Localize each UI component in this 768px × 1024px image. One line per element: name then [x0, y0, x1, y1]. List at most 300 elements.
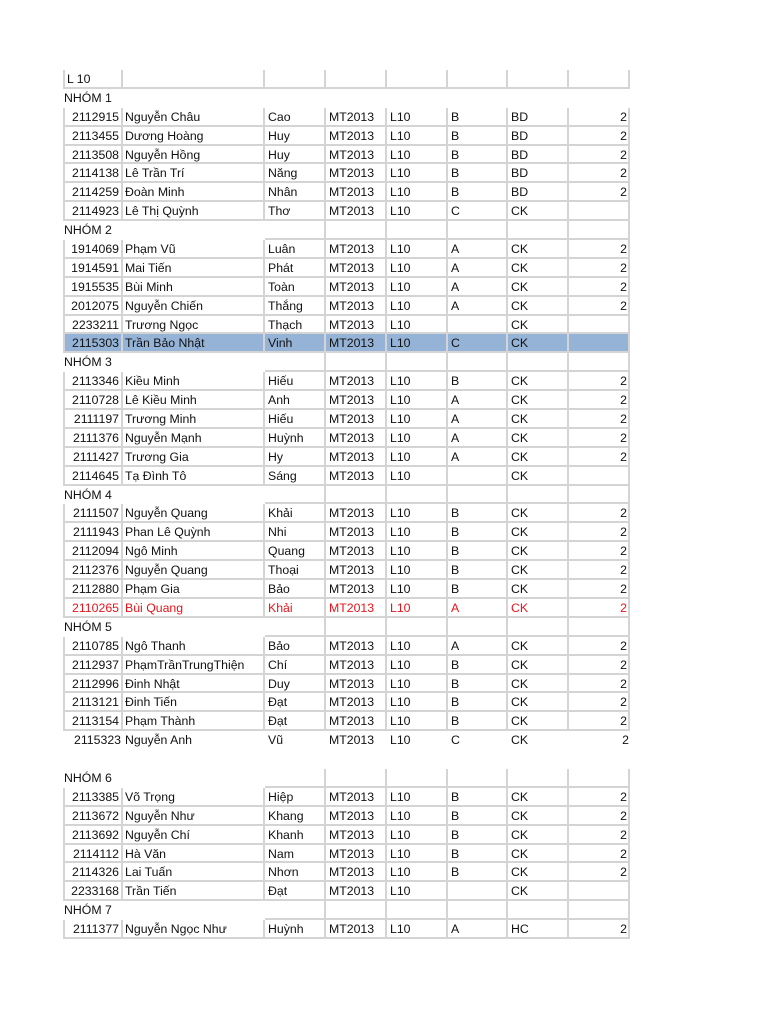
group-label[interactable]: NHÓM 7 [64, 903, 112, 918]
last-middle-name-cell[interactable]: PhạmTrầnTrungThiện [123, 656, 265, 675]
course-code-cell[interactable]: MT2013 [326, 504, 387, 523]
credits-cell[interactable]: 2 [569, 561, 630, 580]
table-row[interactable] [63, 202, 630, 221]
course-code-cell[interactable]: MT2013 [326, 807, 387, 826]
course-code-cell[interactable]: MT2013 [326, 278, 387, 297]
last-middle-name-cell[interactable]: Hà Văn [123, 845, 265, 864]
cell-empty[interactable] [265, 353, 326, 372]
student-id-cell[interactable]: 2111507 [63, 504, 123, 523]
cell-empty[interactable] [508, 221, 569, 240]
student-id-cell[interactable]: 2111943 [63, 523, 123, 542]
grade-level-cell[interactable]: A [448, 391, 508, 410]
table-row[interactable] [63, 429, 630, 448]
table-row[interactable] [63, 146, 630, 165]
grade-level-cell[interactable]: B [448, 561, 508, 580]
course-code-cell[interactable]: MT2013 [326, 240, 387, 259]
grade-level-cell[interactable]: A [448, 429, 508, 448]
class-code-cell[interactable]: L10 [387, 807, 448, 826]
class-code-cell[interactable]: L10 [387, 297, 448, 316]
table-row[interactable] [63, 164, 630, 183]
class-code-cell[interactable]: L10 [387, 580, 448, 599]
grade-level-cell[interactable]: C [448, 334, 508, 353]
exam-type-cell[interactable]: CK [508, 523, 569, 542]
course-code-cell[interactable]: MT2013 [326, 391, 387, 410]
course-code-cell[interactable]: MT2013 [326, 316, 387, 335]
table-row[interactable] [63, 391, 630, 410]
student-id-cell[interactable]: 2112376 [63, 561, 123, 580]
grade-level-cell[interactable]: A [448, 920, 508, 939]
student-id-cell[interactable]: 2111377 [63, 920, 123, 939]
table-row[interactable] [63, 561, 630, 580]
last-middle-name-cell[interactable]: Nguyễn Quang [123, 504, 265, 523]
grade-level-cell[interactable] [448, 467, 508, 486]
grade-level-cell[interactable]: A [448, 599, 508, 618]
first-name-cell[interactable]: Sáng [265, 467, 326, 486]
last-middle-name-cell[interactable]: Nguyễn Như [123, 807, 265, 826]
cell-empty[interactable] [326, 486, 387, 505]
student-id-cell[interactable]: 2113692 [63, 826, 123, 845]
exam-type-cell[interactable]: CK [508, 297, 569, 316]
student-id-cell[interactable]: 2115303 [63, 334, 123, 353]
student-id-cell[interactable]: 1915535 [63, 278, 123, 297]
header-label[interactable]: L 10 [63, 70, 123, 89]
first-name-cell[interactable]: Khanh [265, 826, 326, 845]
first-name-cell[interactable]: Vũ [268, 733, 284, 748]
student-id-cell[interactable]: 2114326 [63, 863, 123, 882]
credits-cell[interactable]: 2 [569, 580, 630, 599]
student-id-cell[interactable]: 2112094 [63, 542, 123, 561]
last-middle-name-cell[interactable]: Đinh Nhật [123, 675, 265, 694]
first-name-cell[interactable]: Bảo [265, 637, 326, 656]
table-row[interactable] [63, 467, 630, 486]
student-id-cell[interactable]: 2112996 [63, 675, 123, 694]
grade-level-cell[interactable]: B [448, 693, 508, 712]
student-id-cell[interactable]: 2113346 [63, 372, 123, 391]
credits-cell[interactable]: 2 [569, 164, 630, 183]
cell-empty[interactable] [448, 901, 508, 920]
last-middle-name-cell[interactable]: Nguyễn Anh [125, 733, 193, 748]
credits-cell[interactable] [569, 316, 630, 335]
exam-type-cell[interactable]: CK [508, 599, 569, 618]
student-id-cell[interactable]: 2113385 [63, 788, 123, 807]
class-code-cell[interactable]: L10 [387, 920, 448, 939]
cell-empty[interactable] [265, 70, 326, 89]
grade-level-cell[interactable]: A [448, 240, 508, 259]
student-id-cell[interactable]: 2112937 [63, 656, 123, 675]
student-id-cell[interactable]: 2012075 [63, 297, 123, 316]
group-label[interactable]: NHÓM 5 [64, 619, 112, 634]
exam-type-cell[interactable]: CK [508, 712, 569, 731]
first-name-cell[interactable]: Chí [265, 656, 326, 675]
last-middle-name-cell[interactable]: Lê Thị Quỳnh [123, 202, 265, 221]
cell-empty[interactable] [265, 769, 326, 788]
class-code-cell[interactable]: L10 [387, 542, 448, 561]
exam-type-cell[interactable]: CK [508, 675, 569, 694]
cell-empty[interactable] [387, 70, 448, 89]
table-row[interactable] [63, 599, 630, 618]
course-code-cell[interactable]: MT2013 [326, 599, 387, 618]
class-code-cell[interactable]: L10 [390, 733, 411, 748]
grade-level-cell[interactable]: A [448, 410, 508, 429]
class-code-cell[interactable]: L10 [387, 712, 448, 731]
cell-empty[interactable] [569, 486, 630, 505]
last-middle-name-cell[interactable]: Lê Trần Trí [123, 164, 265, 183]
cell-empty[interactable] [569, 618, 630, 637]
class-code-cell[interactable]: L10 [387, 637, 448, 656]
first-name-cell[interactable]: Thắng [265, 297, 326, 316]
credits-cell[interactable]: 2 [569, 863, 630, 882]
first-name-cell[interactable]: Hiếu [265, 410, 326, 429]
class-code-cell[interactable]: L10 [387, 202, 448, 221]
course-code-cell[interactable]: MT2013 [326, 410, 387, 429]
class-code-cell[interactable]: L10 [387, 561, 448, 580]
last-middle-name-cell[interactable]: Nguyễn Chí [123, 826, 265, 845]
student-id-cell[interactable]: 1914591 [63, 259, 123, 278]
grade-level-cell[interactable]: B [448, 675, 508, 694]
first-name-cell[interactable]: Nam [265, 845, 326, 864]
first-name-cell[interactable]: Toàn [265, 278, 326, 297]
credits-cell[interactable]: 2 [569, 429, 630, 448]
exam-type-cell[interactable]: CK [508, 656, 569, 675]
exam-type-cell[interactable]: CK [508, 637, 569, 656]
first-name-cell[interactable]: Hiếu [265, 372, 326, 391]
grade-level-cell[interactable]: A [448, 297, 508, 316]
credits-cell[interactable]: 2 [569, 693, 630, 712]
exam-type-cell[interactable]: CK [508, 278, 569, 297]
table-row[interactable] [63, 920, 630, 939]
class-code-cell[interactable]: L10 [387, 845, 448, 864]
exam-type-cell[interactable]: CK [508, 334, 569, 353]
last-middle-name-cell[interactable]: Phạm Gia [123, 580, 265, 599]
cell-empty[interactable] [265, 618, 326, 637]
credits-cell[interactable]: 2 [569, 542, 630, 561]
table-row[interactable] [63, 297, 630, 316]
table-row[interactable] [63, 788, 630, 807]
last-middle-name-cell[interactable]: Nguyễn Quang [123, 561, 265, 580]
course-code-cell[interactable]: MT2013 [326, 297, 387, 316]
exam-type-cell[interactable]: BD [508, 127, 569, 146]
last-middle-name-cell[interactable]: Ngô Thanh [123, 637, 265, 656]
exam-type-cell[interactable]: CK [511, 733, 529, 748]
last-middle-name-cell[interactable]: Nguyễn Ngọc Như [123, 920, 265, 939]
cell-empty[interactable] [326, 901, 387, 920]
first-name-cell[interactable]: Đạt [265, 693, 326, 712]
class-code-cell[interactable]: L10 [387, 127, 448, 146]
exam-type-cell[interactable]: CK [508, 807, 569, 826]
course-code-cell[interactable]: MT2013 [326, 448, 387, 467]
course-code-cell[interactable]: MT2013 [326, 920, 387, 939]
exam-type-cell[interactable]: CK [508, 391, 569, 410]
student-id-cell[interactable]: 2113672 [63, 807, 123, 826]
cell-empty[interactable] [448, 618, 508, 637]
grade-level-cell[interactable]: B [448, 788, 508, 807]
student-id-cell[interactable]: 2110728 [63, 391, 123, 410]
credits-cell[interactable] [569, 467, 630, 486]
student-id-cell[interactable]: 2111427 [63, 448, 123, 467]
first-name-cell[interactable]: Đạt [265, 882, 326, 901]
exam-type-cell[interactable]: CK [508, 580, 569, 599]
cell-empty[interactable] [569, 901, 630, 920]
exam-type-cell[interactable]: CK [508, 504, 569, 523]
class-code-cell[interactable]: L10 [387, 788, 448, 807]
grade-level-cell[interactable]: B [448, 542, 508, 561]
group-label[interactable]: NHÓM 2 [64, 223, 112, 238]
credits-cell[interactable] [569, 202, 630, 221]
last-middle-name-cell[interactable]: Bùi Minh [123, 278, 265, 297]
grade-level-cell[interactable]: B [448, 580, 508, 599]
first-name-cell[interactable]: Huỳnh [265, 429, 326, 448]
exam-type-cell[interactable]: CK [508, 259, 569, 278]
grade-level-cell[interactable]: B [448, 127, 508, 146]
grade-level-cell[interactable]: B [448, 712, 508, 731]
course-code-cell[interactable]: MT2013 [326, 637, 387, 656]
table-row[interactable] [63, 675, 630, 694]
cell-empty[interactable] [448, 769, 508, 788]
course-code-cell[interactable]: MT2013 [326, 542, 387, 561]
credits-cell[interactable]: 2 [569, 599, 630, 618]
last-middle-name-cell[interactable]: Kiều Minh [123, 372, 265, 391]
last-middle-name-cell[interactable]: Phạm Thành [123, 712, 265, 731]
credits-cell[interactable]: 2 [569, 845, 630, 864]
last-middle-name-cell[interactable]: Trương Gia [123, 448, 265, 467]
table-row[interactable] [63, 108, 630, 127]
credits-cell[interactable]: 2 [569, 297, 630, 316]
credits-cell[interactable]: 2 [569, 788, 630, 807]
cell-empty[interactable] [387, 769, 448, 788]
credits-cell[interactable]: 2 [569, 807, 630, 826]
table-row[interactable] [63, 580, 630, 599]
first-name-cell[interactable]: Huy [265, 127, 326, 146]
last-middle-name-cell[interactable]: Trần Tiến [123, 882, 265, 901]
student-id-cell[interactable]: 2114645 [63, 467, 123, 486]
credits-cell[interactable]: 2 [569, 240, 630, 259]
last-middle-name-cell[interactable]: Nguyễn Chiến [123, 297, 265, 316]
student-id-cell[interactable]: 2113508 [63, 146, 123, 165]
table-row[interactable] [63, 637, 630, 656]
course-code-cell[interactable]: MT2013 [326, 826, 387, 845]
cell-empty[interactable] [326, 70, 387, 89]
last-middle-name-cell[interactable]: Phạm Vũ [123, 240, 265, 259]
group-label[interactable]: NHÓM 3 [64, 355, 112, 370]
last-middle-name-cell[interactable]: Trương Ngọc [123, 316, 265, 335]
first-name-cell[interactable]: Khải [265, 504, 326, 523]
credits-cell[interactable]: 2 [569, 183, 630, 202]
grade-level-cell[interactable]: A [448, 637, 508, 656]
exam-type-cell[interactable]: CK [508, 561, 569, 580]
last-middle-name-cell[interactable]: Bùi Quang [123, 599, 265, 618]
class-code-cell[interactable]: L10 [387, 599, 448, 618]
first-name-cell[interactable]: Huy [265, 146, 326, 165]
student-id-cell[interactable]: 2111197 [63, 410, 123, 429]
credits-cell[interactable]: 2 [569, 656, 630, 675]
table-row[interactable] [63, 807, 630, 826]
course-code-cell[interactable]: MT2013 [326, 372, 387, 391]
class-code-cell[interactable]: L10 [387, 429, 448, 448]
first-name-cell[interactable]: Thoại [265, 561, 326, 580]
grade-level-cell[interactable]: B [448, 108, 508, 127]
student-id-cell[interactable]: 2110785 [63, 637, 123, 656]
table-row[interactable] [63, 542, 630, 561]
course-code-cell[interactable]: MT2013 [326, 656, 387, 675]
course-code-cell[interactable]: MT2013 [326, 712, 387, 731]
class-code-cell[interactable]: L10 [387, 882, 448, 901]
student-id-cell[interactable]: 2113154 [63, 712, 123, 731]
class-code-cell[interactable]: L10 [387, 240, 448, 259]
course-code-cell[interactable]: MT2013 [326, 259, 387, 278]
last-middle-name-cell[interactable]: Đinh Tiến [123, 693, 265, 712]
student-id-cell[interactable]: 2111376 [63, 429, 123, 448]
class-code-cell[interactable]: L10 [387, 259, 448, 278]
exam-type-cell[interactable]: BD [508, 146, 569, 165]
grade-level-cell[interactable]: B [448, 504, 508, 523]
cell-empty[interactable] [448, 486, 508, 505]
exam-type-cell[interactable]: CK [508, 429, 569, 448]
first-name-cell[interactable]: Nhân [265, 183, 326, 202]
exam-type-cell[interactable]: CK [508, 863, 569, 882]
student-id-cell[interactable]: 2110265 [63, 599, 123, 618]
cell-empty[interactable] [508, 353, 569, 372]
cell-empty[interactable] [387, 618, 448, 637]
cell-empty[interactable] [326, 769, 387, 788]
student-id-cell[interactable]: 2112880 [63, 580, 123, 599]
last-middle-name-cell[interactable]: Lê Kiều Minh [123, 391, 265, 410]
grade-level-cell[interactable]: B [448, 656, 508, 675]
cell-empty[interactable] [326, 221, 387, 240]
class-code-cell[interactable]: L10 [387, 146, 448, 165]
grade-level-cell[interactable]: B [448, 523, 508, 542]
student-id-cell[interactable]: 2112915 [63, 108, 123, 127]
table-row[interactable] [63, 278, 630, 297]
last-middle-name-cell[interactable]: Nguyễn Châu [123, 108, 265, 127]
course-code-cell[interactable]: MT2013 [326, 202, 387, 221]
cell-empty[interactable] [508, 901, 569, 920]
first-name-cell[interactable]: Khải [265, 599, 326, 618]
grade-level-cell[interactable]: B [448, 183, 508, 202]
course-code-cell[interactable]: MT2013 [326, 108, 387, 127]
cell-empty[interactable] [448, 221, 508, 240]
class-code-cell[interactable]: L10 [387, 410, 448, 429]
exam-type-cell[interactable]: CK [508, 826, 569, 845]
exam-type-cell[interactable]: CK [508, 240, 569, 259]
student-id-cell[interactable]: 2233168 [63, 882, 123, 901]
credits-cell[interactable]: 2 [569, 410, 630, 429]
credits-cell[interactable]: 2 [569, 637, 630, 656]
credits-cell[interactable] [569, 334, 630, 353]
credits-cell[interactable]: 2 [569, 920, 630, 939]
table-row[interactable] [63, 259, 630, 278]
table-row[interactable] [63, 240, 630, 259]
table-row[interactable] [63, 882, 630, 901]
class-code-cell[interactable]: L10 [387, 863, 448, 882]
exam-type-cell[interactable]: CK [508, 410, 569, 429]
cell-empty[interactable] [387, 486, 448, 505]
cell-empty[interactable] [123, 70, 265, 89]
credits-cell[interactable] [569, 882, 630, 901]
table-row[interactable] [63, 504, 630, 523]
cell-empty[interactable] [569, 769, 630, 788]
exam-type-cell[interactable]: CK [508, 202, 569, 221]
table-row[interactable] [63, 731, 630, 750]
last-middle-name-cell[interactable]: Mai Tiến [123, 259, 265, 278]
credits-cell[interactable]: 2 [569, 278, 630, 297]
class-code-cell[interactable]: L10 [387, 467, 448, 486]
cell-empty[interactable] [569, 353, 630, 372]
first-name-cell[interactable]: Quang [265, 542, 326, 561]
class-code-cell[interactable]: L10 [387, 372, 448, 391]
cell-empty[interactable] [508, 769, 569, 788]
last-middle-name-cell[interactable]: Nguyễn Mạnh [123, 429, 265, 448]
table-row[interactable] [63, 334, 630, 353]
table-row[interactable] [63, 410, 630, 429]
class-code-cell[interactable]: L10 [387, 656, 448, 675]
table-row[interactable] [63, 448, 630, 467]
table-row[interactable] [63, 863, 630, 882]
credits-cell[interactable]: 2 [569, 259, 630, 278]
student-id-cell[interactable]: 2114259 [63, 183, 123, 202]
first-name-cell[interactable]: Bảo [265, 580, 326, 599]
course-code-cell[interactable]: MT2013 [326, 127, 387, 146]
first-name-cell[interactable]: Anh [265, 391, 326, 410]
course-code-cell[interactable]: MT2013 [326, 580, 387, 599]
first-name-cell[interactable]: Năng [265, 164, 326, 183]
cell-empty[interactable] [387, 353, 448, 372]
credits-cell[interactable]: 2 [569, 675, 630, 694]
grade-level-cell[interactable]: B [448, 826, 508, 845]
course-code-cell[interactable]: MT2013 [326, 863, 387, 882]
exam-type-cell[interactable]: CK [508, 372, 569, 391]
class-code-cell[interactable]: L10 [387, 448, 448, 467]
first-name-cell[interactable]: Hiệp [265, 788, 326, 807]
credits-cell[interactable]: 2 [569, 108, 630, 127]
cell-empty[interactable] [448, 353, 508, 372]
last-middle-name-cell[interactable]: Dương Hoàng [123, 127, 265, 146]
exam-type-cell[interactable]: CK [508, 542, 569, 561]
exam-type-cell[interactable]: HC [508, 920, 569, 939]
course-code-cell[interactable]: MT2013 [329, 733, 375, 748]
cell-empty[interactable] [265, 221, 326, 240]
class-code-cell[interactable]: L10 [387, 278, 448, 297]
cell-empty[interactable] [326, 353, 387, 372]
last-middle-name-cell[interactable]: Tạ Đình Tô [123, 467, 265, 486]
exam-type-cell[interactable]: BD [508, 108, 569, 127]
credits-cell[interactable]: 2 [569, 712, 630, 731]
first-name-cell[interactable]: Luân [265, 240, 326, 259]
credits-cell[interactable]: 2 [569, 523, 630, 542]
grade-level-cell[interactable]: C [451, 733, 460, 748]
first-name-cell[interactable]: Khang [265, 807, 326, 826]
table-row[interactable] [63, 826, 630, 845]
first-name-cell[interactable]: Đạt [265, 712, 326, 731]
course-code-cell[interactable]: MT2013 [326, 183, 387, 202]
course-code-cell[interactable]: MT2013 [326, 523, 387, 542]
last-middle-name-cell[interactable]: Nguyễn Hồng [123, 146, 265, 165]
grade-level-cell[interactable]: B [448, 863, 508, 882]
exam-type-cell[interactable]: CK [508, 882, 569, 901]
student-id-cell[interactable]: 2114923 [63, 202, 123, 221]
exam-type-cell[interactable]: BD [508, 183, 569, 202]
cell-empty[interactable] [508, 70, 569, 89]
first-name-cell[interactable]: Thạch [265, 316, 326, 335]
grade-level-cell[interactable]: B [448, 845, 508, 864]
student-id-cell[interactable]: 2114138 [63, 164, 123, 183]
last-middle-name-cell[interactable]: Ngô Minh [123, 542, 265, 561]
last-middle-name-cell[interactable]: Võ Trọng [123, 788, 265, 807]
grade-level-cell[interactable]: B [448, 807, 508, 826]
student-id-cell[interactable]: 2114112 [63, 845, 123, 864]
cell-empty[interactable] [265, 486, 326, 505]
cell-empty[interactable] [387, 221, 448, 240]
cell-empty[interactable] [508, 618, 569, 637]
